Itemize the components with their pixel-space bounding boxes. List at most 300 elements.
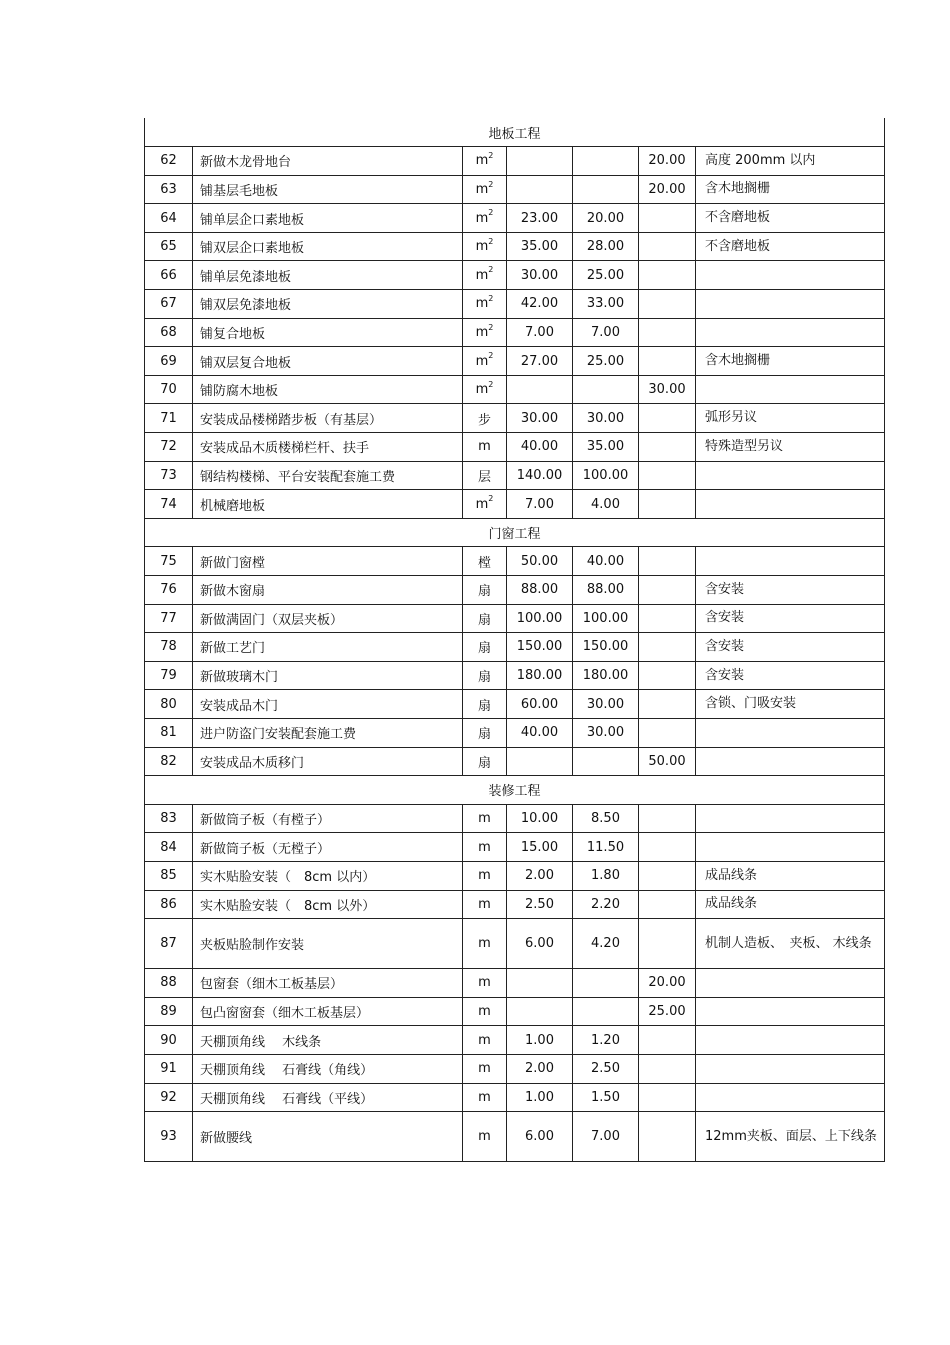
price-col-1: 6.00 <box>507 1112 573 1162</box>
price-col-1: 140.00 <box>507 461 573 490</box>
item-number: 75 <box>145 547 193 576</box>
item-number: 71 <box>145 404 193 433</box>
price-col-3 <box>639 347 696 376</box>
item-number: 64 <box>145 204 193 233</box>
item-number: 63 <box>145 175 193 204</box>
unit-exponent: 2 <box>488 179 494 189</box>
item-name: 新做门窗樘 <box>193 547 463 576</box>
table-row <box>145 175 885 204</box>
item-number: 79 <box>145 661 193 690</box>
price-col-1: 40.00 <box>507 433 573 462</box>
price-col-1: 35.00 <box>507 232 573 261</box>
unit-exponent: 2 <box>488 322 494 332</box>
item-unit <box>463 175 507 204</box>
item-name: 安装成品楼梯踏步板（有基层） <box>193 404 463 433</box>
price-col-3 <box>639 1054 696 1083</box>
price-table <box>144 118 885 1162</box>
item-note <box>696 804 885 833</box>
item-note: 含锁、门吸安装 <box>696 690 885 719</box>
item-note <box>696 1083 885 1112</box>
price-col-1: 180.00 <box>507 661 573 690</box>
price-col-2: 1.50 <box>573 1083 639 1112</box>
item-note: 成品线条 <box>696 890 885 919</box>
price-col-1: 27.00 <box>507 347 573 376</box>
unit-text: 层 <box>477 469 491 485</box>
item-number: 65 <box>145 232 193 261</box>
price-col-1 <box>507 969 573 998</box>
price-col-3: 25.00 <box>639 997 696 1026</box>
price-col-3 <box>639 833 696 862</box>
price-col-2: 30.00 <box>573 690 639 719</box>
table-body <box>145 118 885 1162</box>
price-col-1: 1.00 <box>507 1083 573 1112</box>
item-note <box>696 997 885 1026</box>
price-col-3 <box>639 1026 696 1055</box>
unit-exponent: 2 <box>488 265 494 275</box>
item-number: 62 <box>145 147 193 176</box>
price-col-2: 100.00 <box>573 461 639 490</box>
table-row <box>145 747 885 776</box>
unit-text: m <box>478 936 491 952</box>
unit-text: 步 <box>477 412 491 428</box>
item-note: 含木地搁栅 <box>696 347 885 376</box>
item-note <box>696 1026 885 1055</box>
table-row <box>145 375 885 404</box>
price-col-2 <box>573 969 639 998</box>
table-row <box>145 576 885 605</box>
price-col-1: 30.00 <box>507 404 573 433</box>
section-title: 地板工程 <box>145 118 885 147</box>
table-row <box>145 919 885 969</box>
item-unit <box>463 919 507 969</box>
price-col-2: 25.00 <box>573 347 639 376</box>
table-row <box>145 404 885 433</box>
item-number: 72 <box>145 433 193 462</box>
price-col-3: 20.00 <box>639 147 696 176</box>
unit-text: 扇 <box>477 584 491 600</box>
item-name: 天棚顶角线 石膏线（角线） <box>193 1054 463 1083</box>
table-row <box>145 718 885 747</box>
unit-text: m <box>475 239 489 255</box>
table-row <box>145 890 885 919</box>
price-col-3 <box>639 718 696 747</box>
unit-text: 扇 <box>477 612 491 628</box>
price-col-3 <box>639 890 696 919</box>
item-unit <box>463 1026 507 1055</box>
item-name: 新做木龙骨地台 <box>193 147 463 176</box>
price-col-2 <box>573 747 639 776</box>
section-title: 门窗工程 <box>145 518 885 547</box>
item-note: 含安装 <box>696 633 885 662</box>
item-unit <box>463 204 507 233</box>
table-row <box>145 261 885 290</box>
table-row <box>145 661 885 690</box>
item-note <box>696 461 885 490</box>
item-note <box>696 375 885 404</box>
item-unit <box>463 461 507 490</box>
item-note <box>696 490 885 519</box>
item-unit <box>463 1112 507 1162</box>
item-note: 高度 200mm 以内 <box>696 147 885 176</box>
price-col-3 <box>639 919 696 969</box>
price-col-2: 30.00 <box>573 718 639 747</box>
price-col-2: 2.20 <box>573 890 639 919</box>
table-row <box>145 461 885 490</box>
item-number: 93 <box>145 1112 193 1162</box>
item-number: 66 <box>145 261 193 290</box>
item-name: 实木贴脸安装（ 8cm 以内） <box>193 861 463 890</box>
item-note: 成品线条 <box>696 861 885 890</box>
item-note: 特殊造型另议 <box>696 433 885 462</box>
item-note: 含安装 <box>696 661 885 690</box>
item-number: 73 <box>145 461 193 490</box>
section-header-row <box>145 518 885 547</box>
item-unit <box>463 661 507 690</box>
unit-text: m <box>478 439 491 455</box>
item-unit <box>463 261 507 290</box>
item-number: 77 <box>145 604 193 633</box>
item-name: 铺单层免漆地板 <box>193 261 463 290</box>
unit-exponent: 2 <box>488 494 494 504</box>
unit-text: m <box>478 839 491 855</box>
item-name: 实木贴脸安装（ 8cm 以外） <box>193 890 463 919</box>
price-col-2: 28.00 <box>573 232 639 261</box>
item-note <box>696 969 885 998</box>
item-unit <box>463 490 507 519</box>
price-col-1: 30.00 <box>507 261 573 290</box>
price-col-2: 8.50 <box>573 804 639 833</box>
unit-text: m <box>478 811 491 827</box>
price-col-3 <box>639 404 696 433</box>
price-col-2 <box>573 375 639 404</box>
item-note: 含安装 <box>696 604 885 633</box>
unit-text: m <box>475 324 489 340</box>
table-row <box>145 204 885 233</box>
price-col-3 <box>639 204 696 233</box>
item-note <box>696 547 885 576</box>
unit-text: m <box>478 1032 491 1048</box>
price-col-1 <box>507 147 573 176</box>
item-unit <box>463 318 507 347</box>
price-col-1: 1.00 <box>507 1026 573 1055</box>
item-name: 进户防盗门安装配套施工费 <box>193 718 463 747</box>
item-unit <box>463 690 507 719</box>
price-col-3 <box>639 490 696 519</box>
item-unit <box>463 890 507 919</box>
price-col-2: 1.20 <box>573 1026 639 1055</box>
item-unit <box>463 576 507 605</box>
item-number: 78 <box>145 633 193 662</box>
item-name: 新做筒子板（无樘子） <box>193 833 463 862</box>
item-note <box>696 718 885 747</box>
item-number: 88 <box>145 969 193 998</box>
table-row <box>145 490 885 519</box>
table-row <box>145 969 885 998</box>
item-name: 铺防腐木地板 <box>193 375 463 404</box>
unit-text: m <box>478 975 491 991</box>
unit-text: m <box>478 1089 491 1105</box>
item-unit <box>463 861 507 890</box>
unit-exponent: 2 <box>488 351 494 361</box>
item-note <box>696 290 885 319</box>
item-unit <box>463 804 507 833</box>
item-name: 夹板贴脸制作安装 <box>193 919 463 969</box>
table-row <box>145 318 885 347</box>
table-row <box>145 804 885 833</box>
price-col-1: 6.00 <box>507 919 573 969</box>
price-col-3 <box>639 547 696 576</box>
item-name: 铺复合地板 <box>193 318 463 347</box>
item-note <box>696 747 885 776</box>
item-note <box>696 1054 885 1083</box>
table-row <box>145 290 885 319</box>
price-col-2: 11.50 <box>573 833 639 862</box>
unit-text: m <box>475 496 489 512</box>
item-unit <box>463 747 507 776</box>
item-number: 74 <box>145 490 193 519</box>
item-unit <box>463 718 507 747</box>
item-name: 新做满固门（双层夹板） <box>193 604 463 633</box>
item-number: 85 <box>145 861 193 890</box>
item-name: 铺双层免漆地板 <box>193 290 463 319</box>
table-row <box>145 1083 885 1112</box>
item-unit <box>463 347 507 376</box>
unit-text: m <box>475 153 489 169</box>
price-col-1: 150.00 <box>507 633 573 662</box>
item-note <box>696 833 885 862</box>
price-col-2: 100.00 <box>573 604 639 633</box>
table-row <box>145 1026 885 1055</box>
item-unit <box>463 969 507 998</box>
price-col-2: 7.00 <box>573 1112 639 1162</box>
price-col-1: 7.00 <box>507 318 573 347</box>
item-name: 铺单层企口素地板 <box>193 204 463 233</box>
unit-text: m <box>475 210 489 226</box>
price-col-1: 15.00 <box>507 833 573 862</box>
price-col-3 <box>639 318 696 347</box>
unit-text: m <box>478 1004 491 1020</box>
item-note: 12mm夹板、面层、上下线条 <box>696 1112 885 1162</box>
price-col-2: 88.00 <box>573 576 639 605</box>
item-number: 67 <box>145 290 193 319</box>
price-col-2: 2.50 <box>573 1054 639 1083</box>
item-note <box>696 261 885 290</box>
item-name: 包窗套（细木工板基层） <box>193 969 463 998</box>
price-col-3 <box>639 1083 696 1112</box>
price-col-3: 50.00 <box>639 747 696 776</box>
price-col-3 <box>639 261 696 290</box>
price-col-2: 4.00 <box>573 490 639 519</box>
item-number: 84 <box>145 833 193 862</box>
price-col-1: 2.00 <box>507 1054 573 1083</box>
price-col-2: 25.00 <box>573 261 639 290</box>
item-number: 76 <box>145 576 193 605</box>
price-col-2: 4.20 <box>573 919 639 969</box>
item-number: 81 <box>145 718 193 747</box>
item-number: 82 <box>145 747 193 776</box>
item-unit <box>463 633 507 662</box>
table-row <box>145 1054 885 1083</box>
price-col-1 <box>507 997 573 1026</box>
table-row <box>145 232 885 261</box>
item-unit <box>463 290 507 319</box>
unit-exponent: 2 <box>488 208 494 218</box>
table-row <box>145 604 885 633</box>
item-number: 68 <box>145 318 193 347</box>
price-col-3 <box>639 232 696 261</box>
table-row <box>145 690 885 719</box>
item-number: 80 <box>145 690 193 719</box>
price-col-1: 42.00 <box>507 290 573 319</box>
table-row <box>145 997 885 1026</box>
price-col-2: 30.00 <box>573 404 639 433</box>
item-name: 新做木窗扇 <box>193 576 463 605</box>
unit-text: 扇 <box>477 641 491 657</box>
item-note: 弧形另议 <box>696 404 885 433</box>
item-number: 87 <box>145 919 193 969</box>
item-unit <box>463 833 507 862</box>
item-name: 铺双层复合地板 <box>193 347 463 376</box>
unit-text: 扇 <box>477 698 491 714</box>
price-col-3 <box>639 804 696 833</box>
item-note: 不含磨地板 <box>696 204 885 233</box>
item-unit <box>463 1083 507 1112</box>
price-col-1 <box>507 375 573 404</box>
item-name: 新做工艺门 <box>193 633 463 662</box>
unit-text: 扇 <box>477 670 491 686</box>
price-col-2 <box>573 147 639 176</box>
price-col-2: 1.80 <box>573 861 639 890</box>
unit-text: m <box>478 1061 491 1077</box>
item-name: 铺双层企口素地板 <box>193 232 463 261</box>
price-col-1: 10.00 <box>507 804 573 833</box>
unit-exponent: 2 <box>488 236 494 246</box>
price-col-3 <box>639 661 696 690</box>
item-name: 新做筒子板（有樘子） <box>193 804 463 833</box>
price-col-1: 60.00 <box>507 690 573 719</box>
table-row <box>145 347 885 376</box>
price-col-2: 33.00 <box>573 290 639 319</box>
item-name: 安装成品木门 <box>193 690 463 719</box>
item-name: 包凸窗窗套（细木工板基层） <box>193 997 463 1026</box>
unit-exponent: 2 <box>488 294 494 304</box>
price-col-2: 150.00 <box>573 633 639 662</box>
price-col-3 <box>639 1112 696 1162</box>
price-col-2 <box>573 175 639 204</box>
unit-text: m <box>478 1129 491 1145</box>
item-unit <box>463 997 507 1026</box>
price-col-1: 50.00 <box>507 547 573 576</box>
unit-text: m <box>475 267 489 283</box>
item-number: 91 <box>145 1054 193 1083</box>
price-col-2: 40.00 <box>573 547 639 576</box>
price-col-2: 35.00 <box>573 433 639 462</box>
price-col-2: 20.00 <box>573 204 639 233</box>
price-col-2: 7.00 <box>573 318 639 347</box>
unit-text: m <box>475 181 489 197</box>
item-number: 69 <box>145 347 193 376</box>
item-note <box>696 318 885 347</box>
item-unit <box>463 375 507 404</box>
table-row <box>145 861 885 890</box>
price-col-3 <box>639 604 696 633</box>
price-col-3 <box>639 290 696 319</box>
item-name: 新做腰线 <box>193 1112 463 1162</box>
item-unit <box>463 1054 507 1083</box>
price-col-1: 40.00 <box>507 718 573 747</box>
unit-text: m <box>475 296 489 312</box>
item-name: 安装成品木质移门 <box>193 747 463 776</box>
item-number: 86 <box>145 890 193 919</box>
item-note: 含安装 <box>696 576 885 605</box>
table-row <box>145 633 885 662</box>
price-col-1: 2.00 <box>507 861 573 890</box>
table-row <box>145 433 885 462</box>
item-name: 铺基层毛地板 <box>193 175 463 204</box>
unit-text: 樘 <box>477 555 491 571</box>
item-name: 天棚顶角线 石膏线（平线） <box>193 1083 463 1112</box>
unit-exponent: 2 <box>488 379 494 389</box>
item-unit <box>463 604 507 633</box>
price-col-3: 20.00 <box>639 175 696 204</box>
table-row <box>145 147 885 176</box>
price-col-2: 180.00 <box>573 661 639 690</box>
price-col-1: 23.00 <box>507 204 573 233</box>
item-unit <box>463 433 507 462</box>
price-col-1: 7.00 <box>507 490 573 519</box>
item-name: 钢结构楼梯、平台安装配套施工费 <box>193 461 463 490</box>
section-header-row <box>145 776 885 805</box>
price-col-2 <box>573 997 639 1026</box>
unit-exponent: 2 <box>488 151 494 161</box>
item-name: 天棚顶角线 木线条 <box>193 1026 463 1055</box>
price-col-1 <box>507 175 573 204</box>
item-number: 90 <box>145 1026 193 1055</box>
unit-text: m <box>478 896 491 912</box>
price-col-1 <box>507 747 573 776</box>
price-col-3 <box>639 861 696 890</box>
item-unit <box>463 232 507 261</box>
item-note: 不含磨地板 <box>696 232 885 261</box>
item-note: 含木地搁栅 <box>696 175 885 204</box>
price-col-1: 88.00 <box>507 576 573 605</box>
unit-text: m <box>475 382 489 398</box>
price-col-3 <box>639 433 696 462</box>
unit-text: 扇 <box>477 755 491 771</box>
item-name: 机械磨地板 <box>193 490 463 519</box>
table-row <box>145 833 885 862</box>
price-col-3: 20.00 <box>639 969 696 998</box>
item-unit <box>463 547 507 576</box>
price-col-3 <box>639 633 696 662</box>
item-unit <box>463 404 507 433</box>
item-name: 新做玻璃木门 <box>193 661 463 690</box>
table-row <box>145 547 885 576</box>
unit-text: m <box>478 868 491 884</box>
section-header-row <box>145 118 885 147</box>
unit-text: m <box>475 353 489 369</box>
unit-text: 扇 <box>477 727 491 743</box>
price-col-1: 100.00 <box>507 604 573 633</box>
section-title: 装修工程 <box>145 776 885 805</box>
price-col-1: 2.50 <box>507 890 573 919</box>
table-row <box>145 1112 885 1162</box>
item-unit <box>463 147 507 176</box>
price-col-3: 30.00 <box>639 375 696 404</box>
price-col-3 <box>639 690 696 719</box>
item-number: 83 <box>145 804 193 833</box>
item-note: 机制人造板、 夹板、 木线条 <box>696 919 885 969</box>
